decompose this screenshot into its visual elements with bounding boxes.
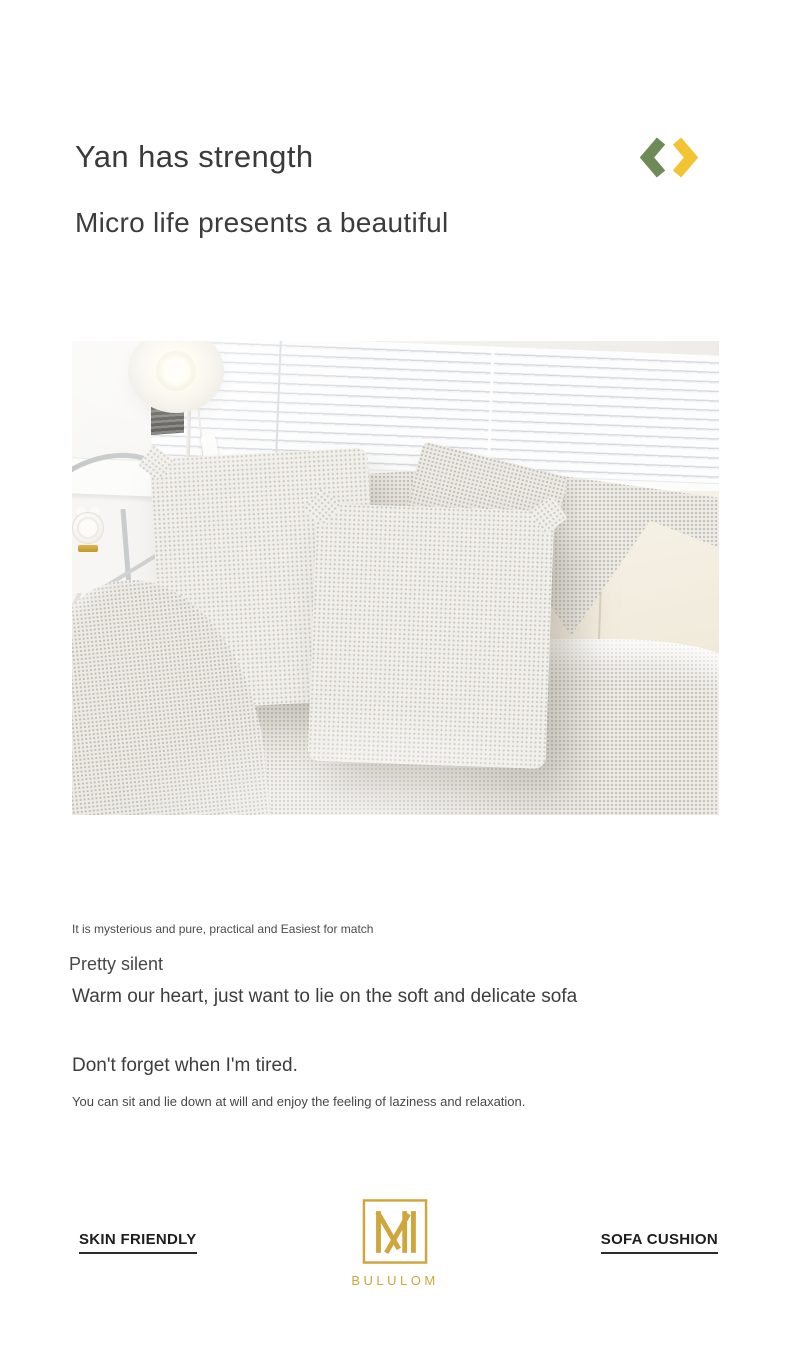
alarm-clock [72, 507, 108, 555]
caption-text: It is mysterious and pure, practical and Easiest for match [72, 922, 374, 936]
tired-text: Don't forget when I'm tired. [72, 1055, 298, 1076]
brand-chevrons-icon [640, 137, 702, 178]
page-title: Yan has strength [75, 139, 314, 174]
brand-name: BULULOM [351, 1273, 439, 1288]
warm-text: Warm our heart, just want to lie on the soft and delicate sofa [72, 986, 578, 1007]
right-chevron-icon [677, 141, 691, 174]
clock-base [78, 545, 98, 552]
skin-friendly-badge: SKIN FRIENDLY [79, 1231, 197, 1254]
lamp-bulb [164, 359, 188, 383]
blind-cord [274, 341, 281, 470]
monogram-strokes [378, 1211, 414, 1253]
clock-face [77, 517, 99, 539]
relax-text: You can sit and lie down at will and enjoy the feeling of laziness and relaxation. [72, 1094, 526, 1109]
sofa-cushion-badge: SOFA CUSHION [601, 1231, 718, 1254]
front-cushion [308, 503, 555, 769]
hero-photo [72, 341, 719, 815]
left-chevron-icon [647, 141, 661, 174]
brand-monogram-icon [362, 1198, 428, 1265]
page-subtitle: Micro life presents a beautiful [75, 207, 449, 238]
brand-logo [335, 1198, 455, 1288]
tagline-text: Pretty silent [69, 954, 164, 974]
